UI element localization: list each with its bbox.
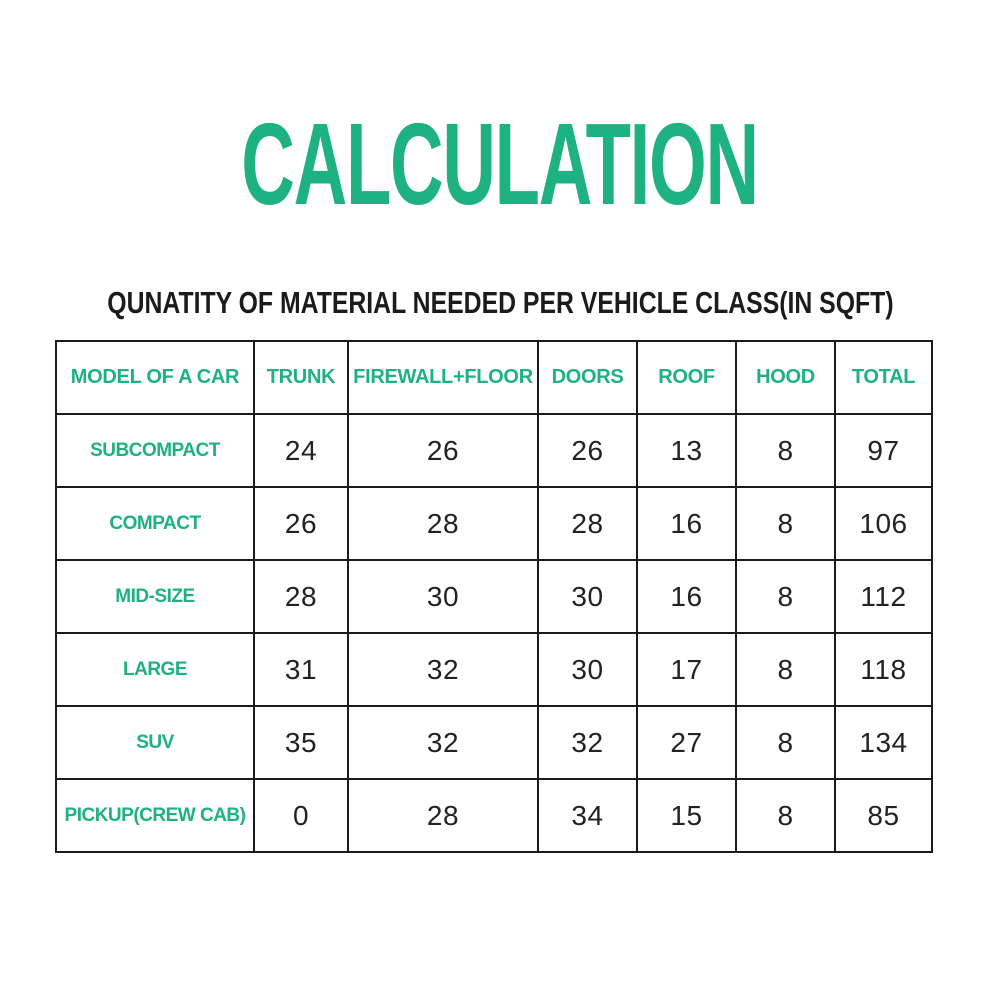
data-cell: 8 [736,487,835,560]
table-row-pickup [56,779,932,852]
table-row-compact [56,487,932,560]
column-header-doors: DOORS [538,341,637,414]
data-cell: 35 [254,706,348,779]
data-cell: 26 [254,487,348,560]
row-label: PICKUP(CREW CAB) [56,779,254,852]
table-row-subcompact [56,414,932,487]
data-cell: 112 [835,560,932,633]
data-cell: 106 [835,487,932,560]
row-label: MID-SIZE [56,560,254,633]
data-cell: 97 [835,414,932,487]
subtitle-container [0,287,1000,318]
data-cell: 8 [736,779,835,852]
table-subtitle: QUNATITY OF MATERIAL NEEDED PER VEHICLE CLASS(IN SQFT) [106,285,894,320]
data-cell: 30 [348,560,538,633]
data-cell: 26 [538,414,637,487]
row-label: SUBCOMPACT [56,414,254,487]
data-cell: 15 [637,779,736,852]
row-label: COMPACT [56,487,254,560]
column-header-trunk: TRUNK [254,341,348,414]
data-cell: 26 [348,414,538,487]
data-cell: 17 [637,633,736,706]
data-cell: 8 [736,633,835,706]
row-label: LARGE [56,633,254,706]
data-cell: 34 [538,779,637,852]
data-cell: 134 [835,706,932,779]
data-cell: 31 [254,633,348,706]
data-cell: 28 [538,487,637,560]
materials-table [55,340,933,853]
data-cell: 16 [637,560,736,633]
data-cell: 28 [254,560,348,633]
main-title: CALCULATION [241,99,759,229]
data-cell: 32 [348,706,538,779]
data-cell: 16 [637,487,736,560]
row-label: SUV [56,706,254,779]
title-container [0,99,1000,229]
data-cell: 24 [254,414,348,487]
data-cell: 0 [254,779,348,852]
column-header-firewall: FIREWALL+FLOOR [348,341,538,414]
table-row-large [56,633,932,706]
column-header-total: TOTAL [835,341,932,414]
column-header-roof: ROOF [637,341,736,414]
data-cell: 28 [348,487,538,560]
data-cell: 27 [637,706,736,779]
data-cell: 32 [348,633,538,706]
data-cell: 30 [538,560,637,633]
data-cell: 13 [637,414,736,487]
column-header-model: MODEL OF A CAR [56,341,254,414]
data-cell: 30 [538,633,637,706]
table-row-midsize [56,560,932,633]
data-cell: 28 [348,779,538,852]
data-cell: 32 [538,706,637,779]
table-row-suv [56,706,932,779]
data-cell: 8 [736,560,835,633]
header-row [56,341,932,414]
data-cell: 85 [835,779,932,852]
column-header-hood: HOOD [736,341,835,414]
data-cell: 8 [736,706,835,779]
data-cell: 8 [736,414,835,487]
data-cell: 118 [835,633,932,706]
